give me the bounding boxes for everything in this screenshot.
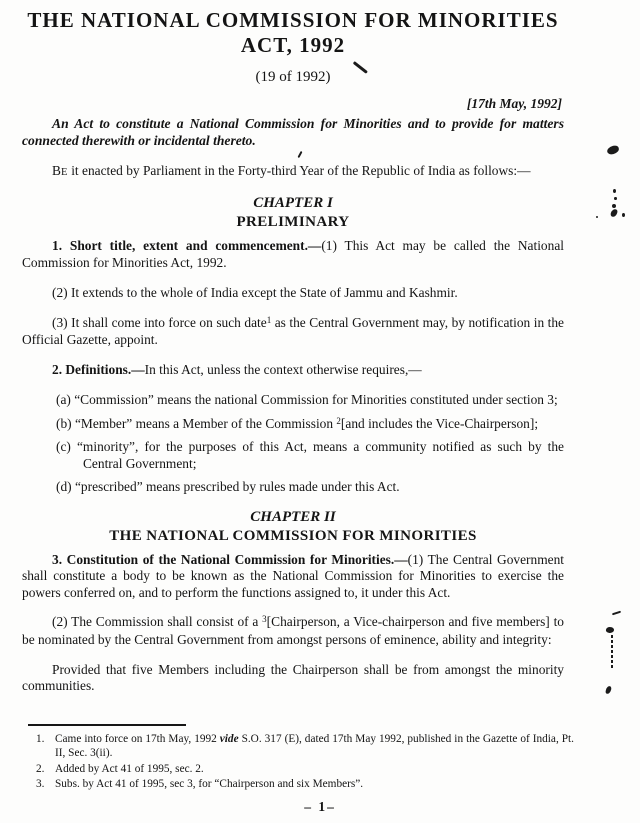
act-number: (19 of 1992)	[255, 69, 331, 85]
footnote-separator-rule	[28, 724, 186, 726]
act-title	[22, 8, 564, 58]
chapter2-label: CHAPTER II	[250, 508, 336, 525]
chapter1-title: PRELIMINARY	[236, 214, 350, 231]
section-3-sub2	[22, 614, 564, 648]
scan-artifact-comma-mark	[610, 208, 618, 217]
scan-artifact-margin-line	[611, 635, 613, 669]
footnote-2	[36, 763, 574, 777]
item-text: “minority”, for the purposes of this Act, means a community notified as such by the Central Government;	[76, 439, 564, 471]
page-content	[22, 8, 564, 708]
item-label: (d)	[56, 479, 72, 495]
footnote-post: S.O. 317 (E), dated 17th May 1992, published in the Gazette of India, Pt. II, Sec. 3(ii).	[55, 733, 574, 759]
scan-artifact-dot	[614, 197, 617, 200]
definition-item-c	[56, 439, 564, 473]
scan-artifact-dot	[613, 189, 616, 193]
item-text: “Commission” means the national Commission for Minorities constituted under section 3;	[74, 392, 558, 408]
scan-artifact-comma-mark	[605, 686, 612, 695]
definition-item-a	[56, 392, 564, 410]
footnote-text: Came into force on 17th May, 1992	[55, 733, 220, 745]
preamble: An Act to constitute a National Commission for Minorities and to provide for matters connected therewith or incidental thereto.	[22, 116, 564, 148]
section-2-heading: 2. Definitions.—	[52, 362, 145, 378]
scan-artifact-ink-blob	[606, 626, 615, 633]
section-3	[22, 552, 564, 602]
section-3-sub2-pre: (2) The Commission shall consist of a	[52, 614, 263, 630]
scan-artifact-dot	[612, 204, 616, 208]
act-title-line2: ACT, 1992	[240, 33, 346, 57]
footnotes-block	[29, 724, 574, 792]
enacting-smallcap: E	[60, 166, 68, 178]
assent-date: [17th May, 1992]	[466, 96, 562, 111]
scan-artifact-dot	[622, 213, 625, 217]
scan-artifact-dot	[596, 216, 598, 218]
section-1-sub3-pre: (3) It shall come into force on such date	[52, 314, 267, 330]
section-1-sub3	[22, 315, 564, 349]
section-3-sub2-post: [Chairperson, a Vice-chairperson and five members] to be nominated by the Central Government from amongst persons of eminence, ability and integrity:	[22, 614, 564, 647]
act-title-line1: THE NATIONAL COMMISSION FOR MINORITIES	[27, 8, 559, 32]
section-1-heading: 1. Short title, extent and commencement.—	[52, 238, 322, 254]
section-1	[22, 238, 564, 271]
section-1-text: (1) This Act may be called the National Commission for Minorities Act, 1992.	[22, 238, 564, 270]
footnote-ref-2: 2	[336, 415, 341, 426]
scan-artifact-ink-blob	[606, 145, 620, 156]
footnote-1	[36, 733, 574, 761]
chapter2-title: THE NATIONAL COMMISSION FOR MINORITIES	[109, 527, 477, 544]
footnote-number: 2.	[36, 762, 45, 775]
definition-item-d	[56, 479, 564, 497]
footnote-number: 1.	[36, 733, 45, 745]
item-label: (b)	[56, 415, 72, 431]
footnote-3	[36, 778, 574, 792]
scan-artifact-dash-mark	[612, 611, 621, 616]
footnote-ref-1: 1	[266, 314, 272, 325]
section-2-text: In this Act, unless the context otherwise requires,—	[144, 362, 422, 378]
enacting-clause	[22, 163, 564, 182]
chapter1-label: CHAPTER I	[253, 195, 333, 212]
footnote-text: Subs. by Act 41 of 1995, sec 3, for “Chairperson and six Members”.	[55, 778, 364, 791]
section-1-sub3-post: as the Central Government may, by notification in the Official Gazette, appoint.	[22, 314, 565, 348]
section-3-text: (1) The Central Government shall constitute a body to be known as the National Commission for Minorities to exercise the powers conferred on, and to perform the functions assigned to, it under this Act.	[22, 551, 564, 600]
item-post: [and includes the Vice-Chairperson];	[340, 415, 539, 431]
definition-item-b	[56, 416, 564, 434]
proviso: Provided that five Members including the Chairperson shall be from amongst the minority communities.	[22, 661, 564, 694]
footnote-text: Added by Act 41 of 1995, sec. 2.	[55, 762, 204, 775]
section-3-heading: 3. Constitution of the National Commission for Minorities.—	[52, 551, 408, 567]
footnote-ref-3: 3	[262, 614, 267, 625]
enacting-initial: B	[52, 162, 61, 178]
page-number: – 1–	[304, 799, 336, 814]
footnote-italic: vide	[219, 733, 239, 745]
enacting-text: it enacted by Parliament in the Forty-third Year of the Republic of India as follows:—	[67, 162, 531, 178]
item-text: “Member” means a Member of the Commission	[74, 415, 337, 431]
item-text: “prescribed” means prescribed by rules made under this Act.	[74, 479, 400, 495]
footnote-number: 3.	[36, 778, 45, 791]
section-2	[22, 362, 564, 379]
item-label: (a)	[56, 392, 71, 408]
section-1-sub2: (2) It extends to the whole of India except the State of Jammu and Kashmir.	[52, 284, 458, 300]
item-label: (c)	[56, 439, 71, 455]
